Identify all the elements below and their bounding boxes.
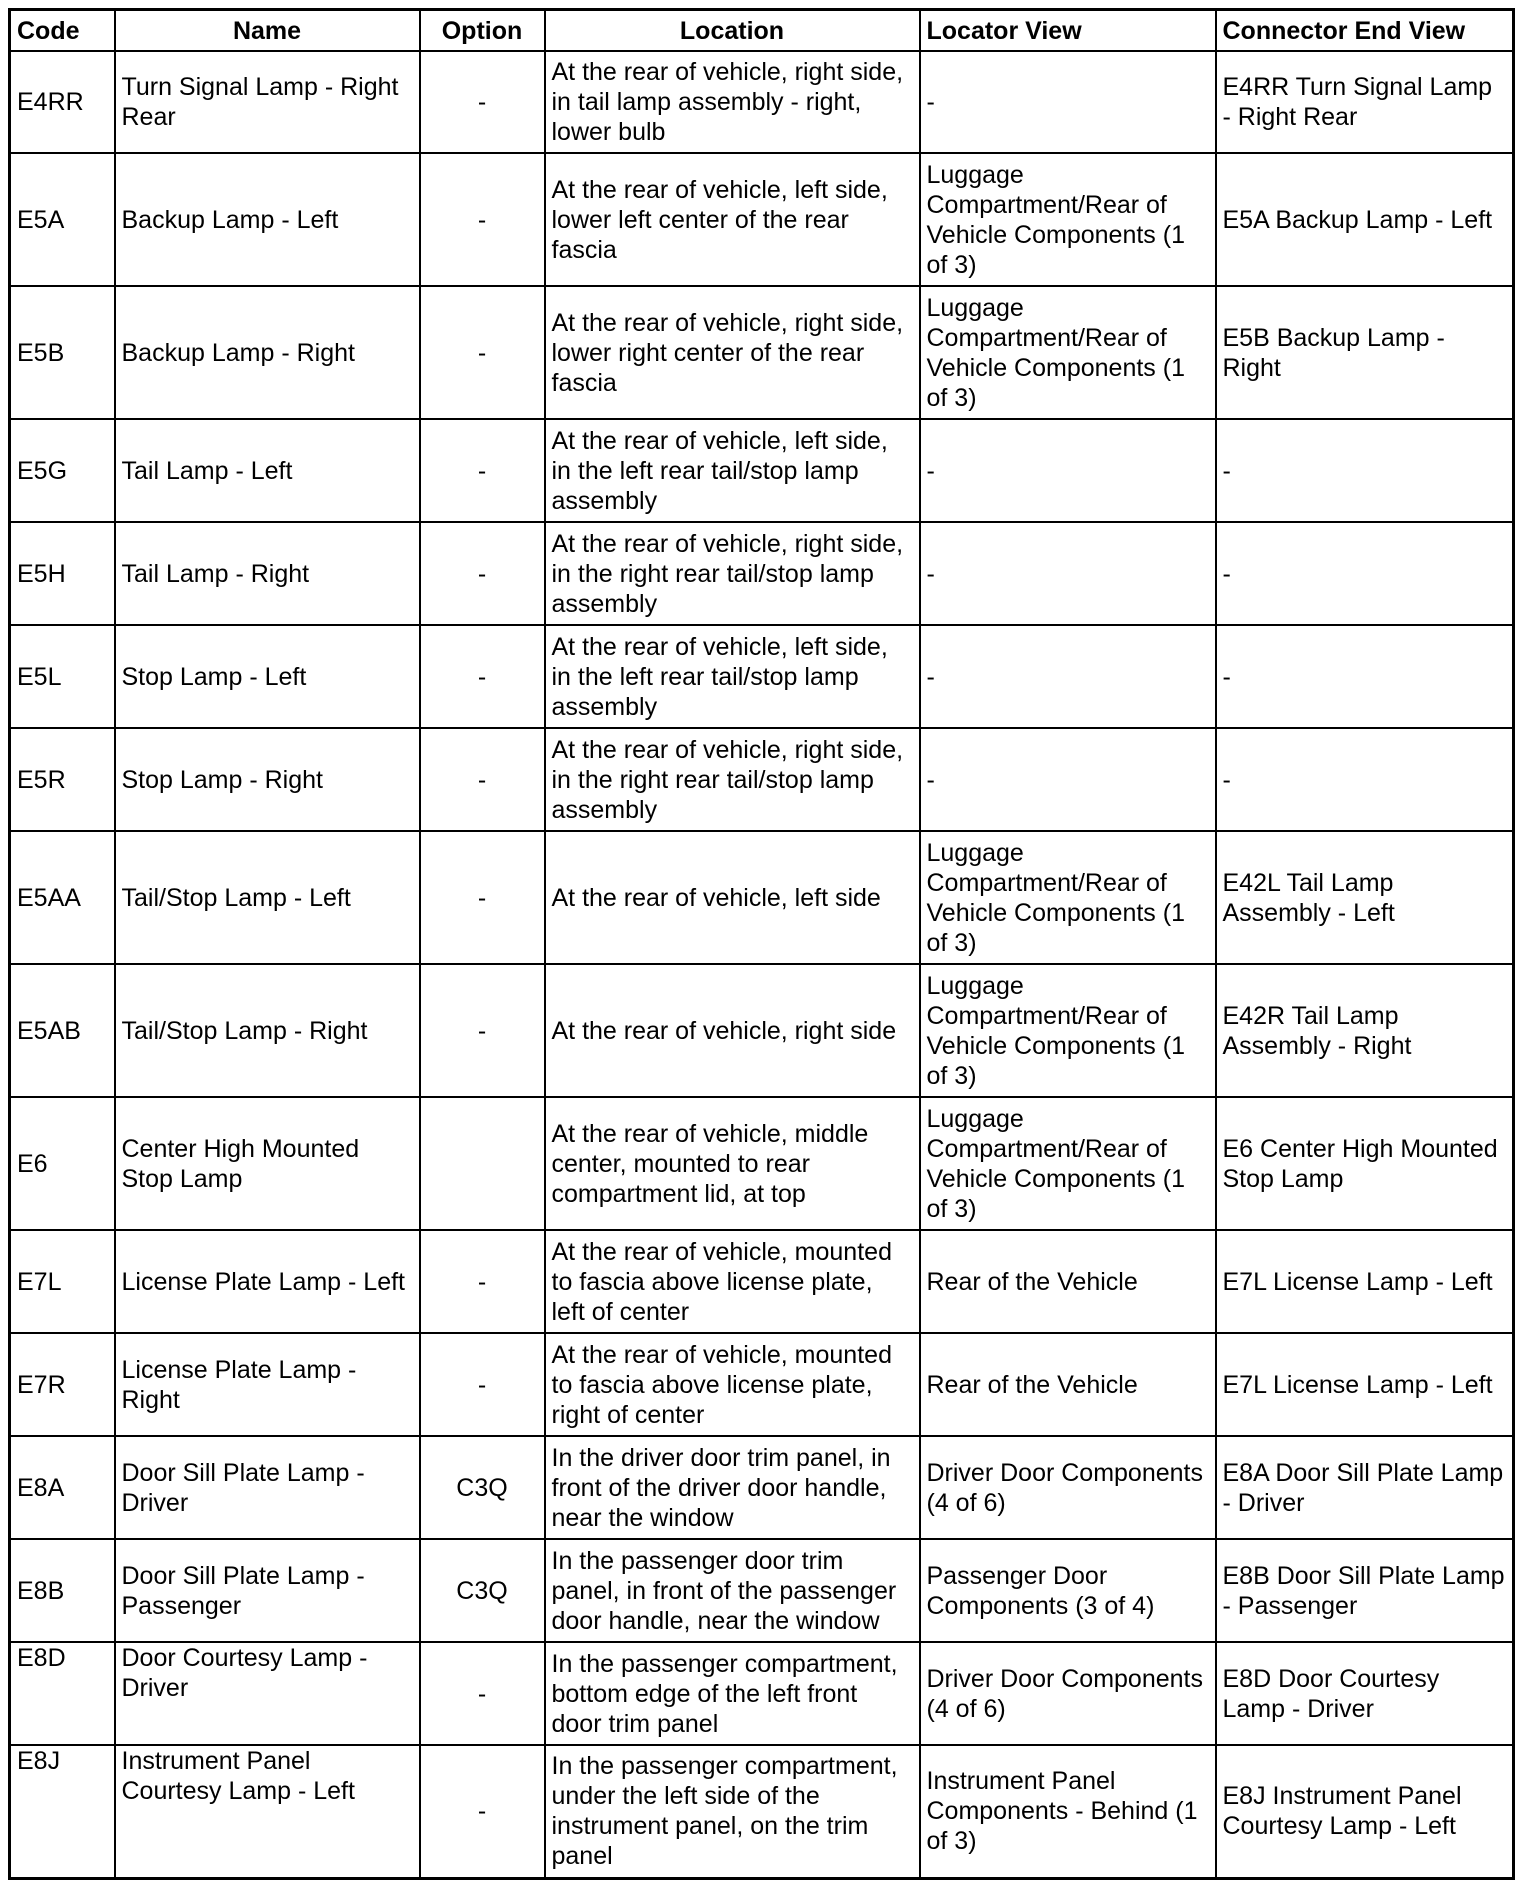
cell-location: At the rear of vehicle, right side, lower right center of the rear fascia [545,286,920,419]
cell-location: At the rear of vehicle, left side [545,831,920,964]
cell-option: - [420,964,545,1097]
header-location: Location [545,10,920,52]
cell-locator-view: Rear of the Vehicle [920,1333,1216,1436]
cell-locator-view: Driver Door Components (4 of 6) [920,1436,1216,1539]
cell-code: E8J [10,1745,115,1878]
cell-name: Backup Lamp - Right [115,286,420,419]
cell-connector-end-view: E7L License Lamp - Left [1216,1230,1514,1333]
cell-option: - [420,419,545,522]
header-code: Code [10,10,115,52]
header-row [10,10,1514,52]
cell-name: License Plate Lamp - Left [115,1230,420,1333]
table-row [10,522,1514,625]
table-row [10,419,1514,522]
cell-locator-view: - [920,728,1216,831]
table-row [10,1436,1514,1539]
cell-connector-end-view: E8J Instrument Panel Courtesy Lamp - Left [1216,1745,1514,1878]
cell-locator-view: - [920,522,1216,625]
table-row [10,51,1514,153]
cell-name: Turn Signal Lamp - Right Rear [115,51,420,153]
cell-location: At the rear of vehicle, left side, lower left center of the rear fascia [545,153,920,286]
header-option: Option [420,10,545,52]
cell-locator-view: Driver Door Components (4 of 6) [920,1642,1216,1745]
cell-connector-end-view: - [1216,728,1514,831]
cell-connector-end-view: E8D Door Courtesy Lamp - Driver [1216,1642,1514,1745]
cell-location: At the rear of vehicle, mounted to fascia above license plate, right of center [545,1333,920,1436]
cell-connector-end-view: E7L License Lamp - Left [1216,1333,1514,1436]
table-row [10,831,1514,964]
cell-location: At the rear of vehicle, middle center, mounted to rear compartment lid, at top [545,1097,920,1230]
cell-location: At the rear of vehicle, right side [545,964,920,1097]
cell-connector-end-view: E8A Door Sill Plate Lamp - Driver [1216,1436,1514,1539]
cell-name: Tail Lamp - Right [115,522,420,625]
table-row [10,1097,1514,1230]
cell-location: At the rear of vehicle, right side, in tail lamp assembly - right, lower bulb [545,51,920,153]
cell-locator-view: Passenger Door Components (3 of 4) [920,1539,1216,1642]
cell-option: - [420,625,545,728]
cell-code: E8A [10,1436,115,1539]
cell-connector-end-view: E42R Tail Lamp Assembly - Right [1216,964,1514,1097]
cell-option: C3Q [420,1436,545,1539]
cell-locator-view: Instrument Panel Components - Behind (1 of 3) [920,1745,1216,1878]
cell-name: Instrument Panel Courtesy Lamp - Left [115,1745,420,1878]
cell-location: In the passenger door trim panel, in front of the passenger door handle, near the window [545,1539,920,1642]
cell-name: Stop Lamp - Right [115,728,420,831]
cell-locator-view: Luggage Compartment/Rear of Vehicle Components (1 of 3) [920,286,1216,419]
cell-locator-view: Luggage Compartment/Rear of Vehicle Components (1 of 3) [920,1097,1216,1230]
cell-connector-end-view: E8B Door Sill Plate Lamp - Passenger [1216,1539,1514,1642]
cell-name: Tail/Stop Lamp - Left [115,831,420,964]
table-row [10,964,1514,1097]
cell-code: E7L [10,1230,115,1333]
cell-option: - [420,1333,545,1436]
cell-option: - [420,522,545,625]
cell-option: - [420,153,545,286]
cell-name: Backup Lamp - Left [115,153,420,286]
cell-code: E8D [10,1642,115,1745]
cell-location: At the rear of vehicle, right side, in the right rear tail/stop lamp assembly [545,728,920,831]
cell-code: E5H [10,522,115,625]
cell-location: At the rear of vehicle, left side, in the left rear tail/stop lamp assembly [545,625,920,728]
cell-locator-view: Luggage Compartment/Rear of Vehicle Components (1 of 3) [920,153,1216,286]
cell-name: Door Courtesy Lamp - Driver [115,1642,420,1745]
cell-code: E5L [10,625,115,728]
cell-locator-view: Luggage Compartment/Rear of Vehicle Components (1 of 3) [920,964,1216,1097]
cell-code: E4RR [10,51,115,153]
header-locator-view: Locator View [920,10,1216,52]
table-row [10,625,1514,728]
cell-name: Tail/Stop Lamp - Right [115,964,420,1097]
cell-name: Door Sill Plate Lamp - Driver [115,1436,420,1539]
cell-connector-end-view: E4RR Turn Signal Lamp - Right Rear [1216,51,1514,153]
cell-option: - [420,51,545,153]
table-row [10,1333,1514,1436]
cell-connector-end-view: E42L Tail Lamp Assembly - Left [1216,831,1514,964]
cell-name: Door Sill Plate Lamp - Passenger [115,1539,420,1642]
component-locator-table [8,8,1515,1880]
cell-code: E5A [10,153,115,286]
cell-connector-end-view: E5B Backup Lamp - Right [1216,286,1514,419]
cell-name: Tail Lamp - Left [115,419,420,522]
cell-option: - [420,1642,545,1745]
header-connector-end-view: Connector End View [1216,10,1514,52]
cell-option: - [420,831,545,964]
table-row [10,728,1514,831]
cell-connector-end-view: E6 Center High Mounted Stop Lamp [1216,1097,1514,1230]
cell-locator-view: Luggage Compartment/Rear of Vehicle Components (1 of 3) [920,831,1216,964]
cell-option: - [420,1230,545,1333]
cell-code: E6 [10,1097,115,1230]
table-row [10,153,1514,286]
cell-locator-view: Rear of the Vehicle [920,1230,1216,1333]
cell-locator-view: - [920,625,1216,728]
cell-name: Center High Mounted Stop Lamp [115,1097,420,1230]
cell-option: - [420,1745,545,1878]
cell-code: E5B [10,286,115,419]
cell-connector-end-view: - [1216,522,1514,625]
table-row [10,1539,1514,1642]
cell-connector-end-view: - [1216,419,1514,522]
cell-code: E5R [10,728,115,831]
cell-location: At the rear of vehicle, left side, in the left rear tail/stop lamp assembly [545,419,920,522]
table-row [10,1745,1514,1878]
cell-code: E8B [10,1539,115,1642]
cell-name: Stop Lamp - Left [115,625,420,728]
cell-option: C3Q [420,1539,545,1642]
cell-code: E5AA [10,831,115,964]
cell-location: In the passenger compartment, bottom edge of the left front door trim panel [545,1642,920,1745]
cell-location: At the rear of vehicle, right side, in the right rear tail/stop lamp assembly [545,522,920,625]
cell-location: In the driver door trim panel, in front of the driver door handle, near the window [545,1436,920,1539]
cell-code: E5G [10,419,115,522]
cell-connector-end-view: E5A Backup Lamp - Left [1216,153,1514,286]
cell-option: - [420,286,545,419]
cell-location: At the rear of vehicle, mounted to fascia above license plate, left of center [545,1230,920,1333]
table-row [10,286,1514,419]
cell-connector-end-view: - [1216,625,1514,728]
cell-locator-view: - [920,419,1216,522]
table-row [10,1230,1514,1333]
header-name: Name [115,10,420,52]
cell-option [420,1097,545,1230]
cell-locator-view: - [920,51,1216,153]
cell-code: E7R [10,1333,115,1436]
cell-location: In the passenger compartment, under the left side of the instrument panel, on the trim panel [545,1745,920,1878]
cell-name: License Plate Lamp - Right [115,1333,420,1436]
table-row [10,1642,1514,1745]
cell-code: E5AB [10,964,115,1097]
cell-option: - [420,728,545,831]
